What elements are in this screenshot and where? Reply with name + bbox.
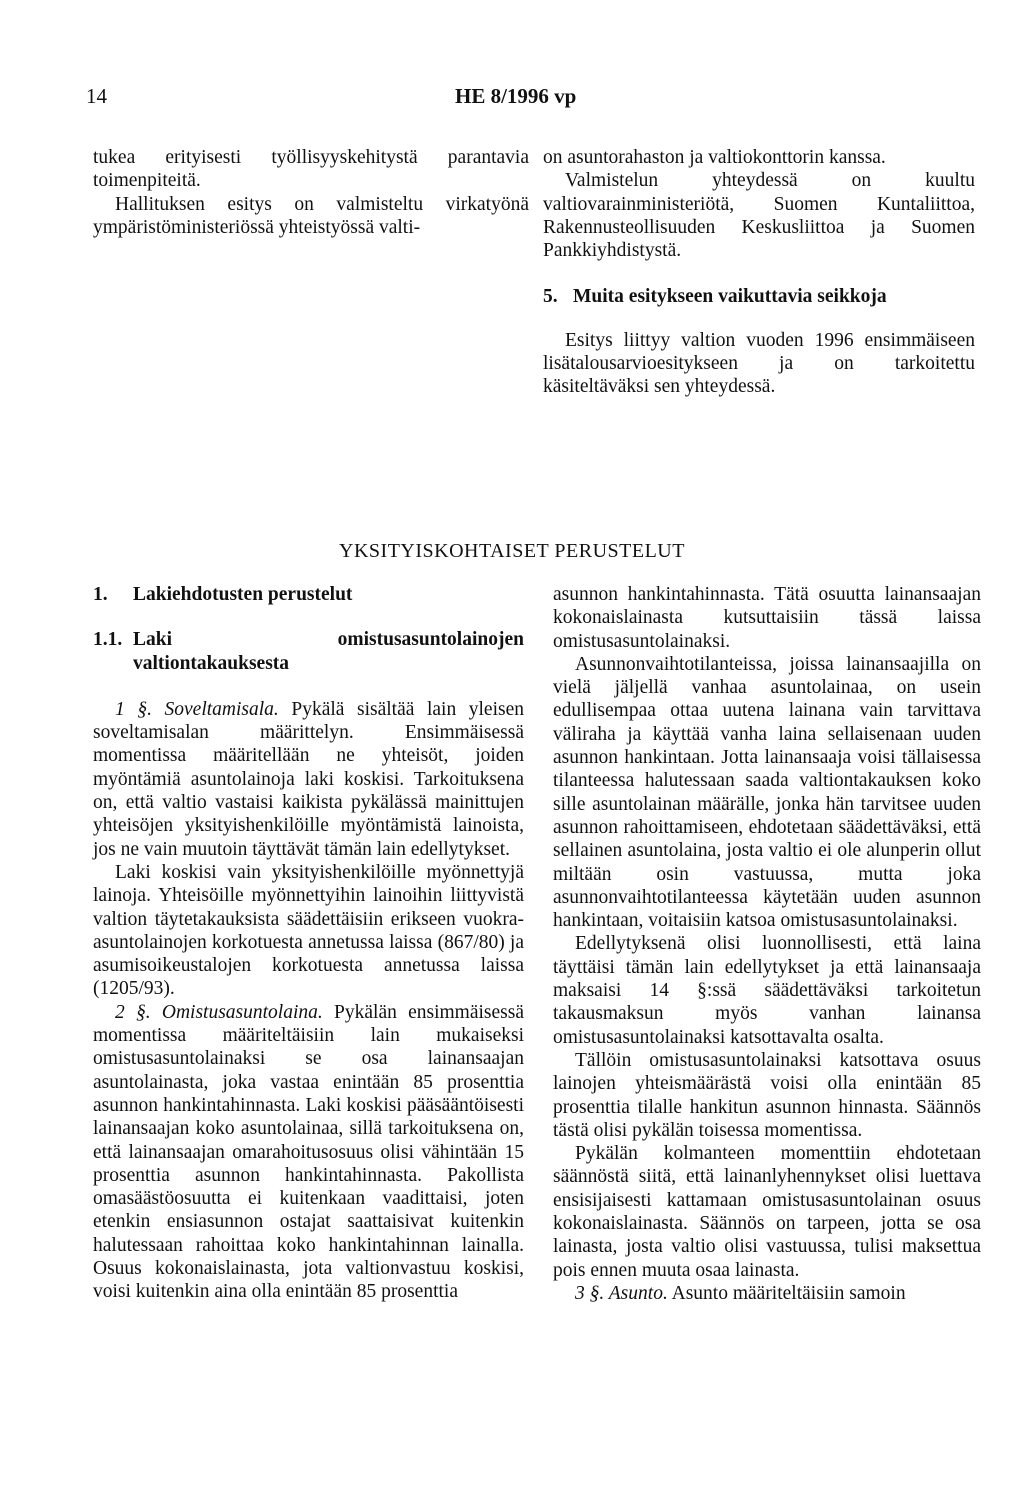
paragraph: tukea erityisesti työllisyyskehitystä parantavia toimenpiteitä.	[93, 147, 529, 192]
section-label: 2 §. Omistusasuntolaina.	[115, 1001, 323, 1023]
heading-text: Laki omistusasuntolainojen valtiontakauksesta	[133, 629, 524, 674]
paragraph-text: Pykälä sisältää lain yleisen soveltamisalan määrittelyn. Ensimmäisessä momentissa määritellään ne yhteisöt, joiden myöntämiä asuntolainoja laki koskisi. Tarkoituksena on, että valtio vastaisi kaikista pykälässä mainittujen yhteisöjen yksityishenkilöille myöntämistä lainoista, jos ne vain muutoin täyttävät tämän lain edellytykset.	[93, 698, 525, 860]
heading-text: Lakiehdotusten perustelut	[133, 584, 353, 605]
section-title: Muita esitykseen vaikuttavia seikkoja	[573, 286, 887, 308]
paragraph	[553, 1282, 981, 1305]
heading-level-2	[93, 628, 524, 675]
paragraph: Tällöin omistusasuntolainaksi katsottava osuus lainojen yhteismäärästä voisi olla enintään 85 prosenttia tilalle hankitun asunnon hinnasta. Säännös tästä olisi pykälän toisessa momentissa.	[553, 1049, 981, 1141]
bottom-right-column	[553, 583, 981, 1305]
paragraph: Esitys liittyy valtion vuoden 1996 ensimmäiseen lisätalousarvioesitykseen ja on tarkoitettu käsiteltäväksi sen yhteydessä.	[543, 329, 975, 398]
bottom-left-column	[93, 583, 524, 1304]
paragraph: Valmistelun yhteydessä on kuultu valtiovarainministeriötä, Suomen Kuntaliittoa, Rakennusteollisuuden Keskusliittoa ja Suomen Pankkiyhdistystä.	[543, 170, 975, 262]
heading-number: 1.1.	[93, 629, 123, 651]
heading-level-1	[93, 583, 524, 606]
section-heading	[543, 285, 975, 308]
paragraph-text: Pykälän ensimmäisessä momentissa määriteltäisiin lain mukaiseksi omistusasuntolainaksi se osa lainansaajan asuntolainasta, joka vastaa enintään 85 prosenttia asunnon hankintahinnasta. Laki koskisi pääsääntöisesti lainansaajan koko asuntolainaa, sillä tarkoituksena on, että lainansaajan omarahoitusosuus olisi vähintään 15 prosenttia asunnon hankintahinnasta. Pakollista omasäästöosuutta ei kuitenkaan vaadittaisi, joten etenkin ensiasunnon ostajat saattaisivat kuitenkin halutessaan rahoittaa koko hankintahinnan lainalla. Osuus kokonaislainasta, jota valtionvastuu koskisi, voisi kuitenkin aina olla enintään 85 prosenttia	[93, 1001, 524, 1303]
paragraph-text: Asunto määriteltäisiin samoin	[667, 1282, 906, 1304]
main-title: YKSITYISKOHTAISET PERUSTELUT	[339, 540, 685, 562]
section-label: 3 §. Asunto.	[575, 1282, 668, 1304]
paragraph: Edellytyksenä olisi luonnollisesti, että laina täyttäisi tämän lain edellytykset ja että lainansaaja maksaisi 14 §:ssä säädettäväksi tarkoitetun takausmaksun myös vanhan lainansa omistusasuntolainaksi katsottavalta osalta.	[553, 933, 981, 1048]
paragraph	[93, 698, 524, 861]
page-number: 14	[86, 84, 107, 108]
section-number: 5.	[543, 286, 558, 308]
paragraph-continuation: on asuntorahaston ja valtiokonttorin kanssa.	[543, 147, 886, 168]
paragraph: Pykälän kolmanteen momenttiin ehdotetaan säännöstä siitä, että lainanlyhennykset olisi luettava ensisijaisesti kattamaan omistusasuntolainan osuus kokonaislainasta. Säännös on tarpeen, jotta se osa lainasta, josta valtio olisi vastuussa, tulisi maksettua pois ennen muuta osaa lainasta.	[553, 1143, 981, 1281]
heading-number: 1.	[93, 584, 108, 605]
paragraph: Laki koskisi vain yksityishenkilöille myönnettyjä lainoja. Yhteisöille myönnettyihin lainoihin liittyvistä valtion täytetakauksista säädettäisiin erikseen vuokra-asuntolainojen korkotuesta annetussa laissa (867/80) ja asumisoikeustalojen korkotuesta annetussa laissa (1205/93).	[93, 861, 524, 1000]
paragraph-continuation: asunnon hankintahinnasta. Tätä osuutta lainansaajan kokonaislainasta kutsuttaisiin tässä laissa omistusasuntolainaksi.	[553, 584, 981, 652]
section-label: 1 §. Soveltamisala.	[115, 698, 279, 720]
top-left-column	[93, 146, 529, 239]
paragraph: Hallituksen esitys on valmisteltu virkatyönä ympäristöministeriössä yhteistyössä valti-	[93, 193, 529, 238]
top-right-column	[543, 146, 975, 399]
paragraph: Asunnonvaihtotilanteissa, joissa lainansaajilla on vielä jäljellä vanhaa asuntolainaa, on usein edullisempaa ottaa uutena lainana vain tarvittava väliraha ja käyttää vanha laina sellaisenaan uuden asunnon hankintaan. Jotta lainansaaja voisi tällaisessa tilanteessa halutessaan saada valtiontakauksen koko sille asuntolainan määrälle, jonka hän tarvitsee uuden asunnon rahoittamiseen, ehdotetaan säädettäväksi, että sellainen asuntolaina, josta valtio ei ole alunperin ollut miltään osin vastuussa, mutta joka asunnonvaihtotilanteessa käytetään uuden asunnon hankintaan, voitaisiin katsoa omistusasuntolainaksi.	[553, 653, 981, 932]
paragraph	[93, 1001, 524, 1304]
running-title: HE 8/1996 vp	[455, 84, 577, 108]
